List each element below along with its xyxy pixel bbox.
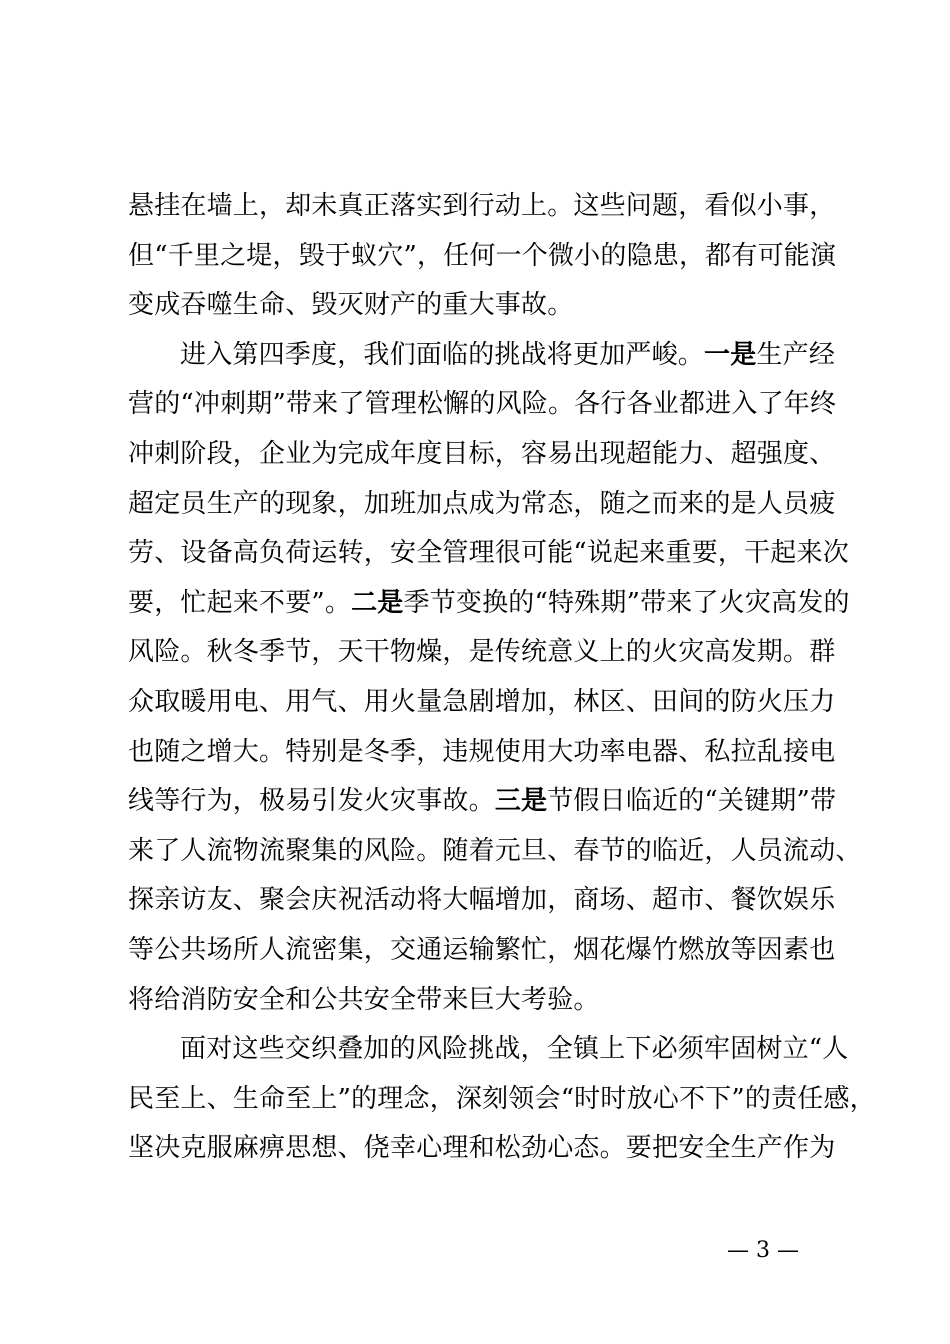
text-line: 营的“冲刺期”带来了管理松懈的风险。各行各业都进入了年终 [128,389,837,420]
text-line: 劳、设备高负荷运转，安全管理很可能“说起来重要，干起来次 [128,538,849,569]
text-line [128,331,834,381]
text-line: 变成吞噬生命、毁灭财产的重大事故。 [128,290,574,321]
page-number: — 3 — [727,1238,799,1263]
text-line: 坚决克服麻痹思想、侥幸心理和松劲心态。要把安全生产作为 [128,1133,836,1164]
text-line: 众取暖用电、用气、用火量急剧增加，林区、田间的防火压力 [128,686,836,717]
text-line: 民至上、生命至上”的理念，深刻领会“时时放心不下”的责任感， [128,1083,876,1114]
text-line [128,777,837,827]
text-line: 将给消防安全和公共安全带来巨大考验。 [128,984,600,1015]
text-run: 生产经 [756,339,836,370]
text-line: 等公共场所人流密集，交通运输繁忙，烟花爆竹燃放等因素也 [128,934,836,965]
bold-marker-2: 二是 [351,587,404,618]
text-line: 来了人流物流聚集的风险。随着元旦、春节的临近，人员流动、 [128,835,862,866]
paragraph-2 [128,331,862,1025]
text-run: 线等行为，极易引发火灾事故。 [128,786,495,817]
bold-marker-1: 一是 [704,339,757,370]
text-line: 冲刺阶段，企业为完成年度目标，容易出现超能力、超强度、 [128,438,836,469]
body-text [128,182,876,1174]
text-line: 面对这些交织叠加的风险挑战，全镇上下必须牢固树立“人 [180,1034,849,1065]
text-run: 季节变换的“特殊期”带来了火灾高发的 [403,587,850,618]
paragraph-3 [128,1025,876,1174]
text-line: 也随之增大。特别是冬季，违规使用大功率电器、私拉乱接电 [128,736,836,767]
text-run: 进入第四季度，我们面临的挑战将更加严峻。 [180,339,705,370]
text-line: 探亲访友、聚会庆祝活动将大幅增加，商场、超市、餐饮娱乐 [128,885,836,916]
text-line: 超定员生产的现象，加班加点成为常态，随之而来的是人员疲 [128,488,836,519]
text-run: 要，忙起来不要”。 [128,587,352,618]
paragraph-1 [128,182,837,331]
text-line [128,579,850,629]
text-run: 节假日临近的“关键期”带 [547,786,837,817]
text-line: 但“千里之堤，毁于蚁穴”，任何一个微小的隐患，都有可能演 [128,240,837,271]
text-line: 风险。秋冬季节，天干物燥，是传统意义上的火灾高发期。群 [128,637,836,668]
bold-marker-3: 三是 [494,786,548,817]
text-line: 悬挂在墙上，却未真正落实到行动上。这些问题，看似小事， [128,191,836,221]
